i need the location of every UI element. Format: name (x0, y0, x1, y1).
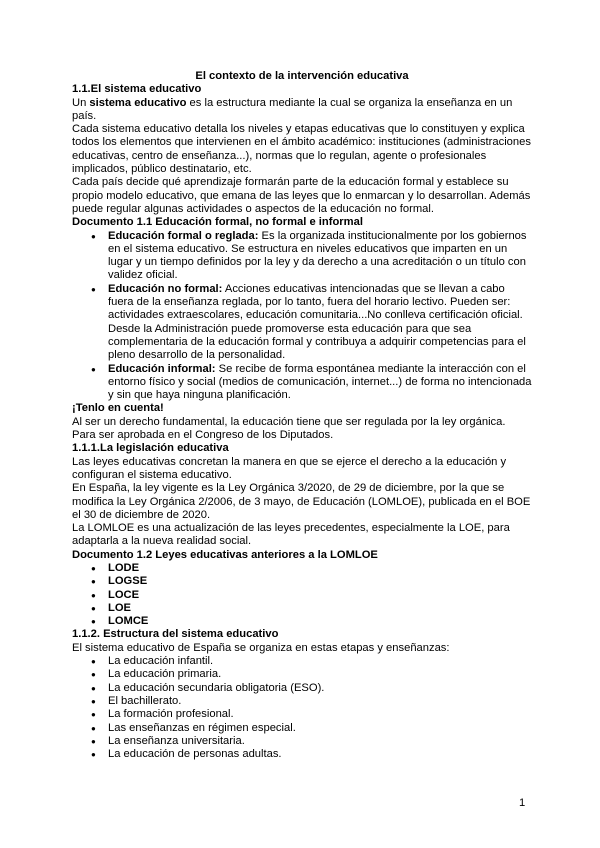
list-item (108, 363, 532, 403)
paragraph: En España, la ley vigente es la Ley Orgánica 3/2020, de 29 de diciembre, por la que se modifica la Ley Orgánica 2/2006, de 3 mayo, de Educación (LOMLOE), publicada en el BOE el 30 de diciembre de 2020. (72, 482, 531, 521)
list-item: ● La educación de personas adultas. (108, 748, 532, 761)
bold-term: Educación formal o reglada: (108, 229, 259, 242)
document-title: El contexto de la intervención educativa (195, 70, 409, 82)
section-heading-1-1-1: 1.1.1.La legislación educativa (72, 442, 229, 455)
stages-list (72, 655, 532, 761)
list-item: ● LOGSE (108, 575, 532, 588)
list-item: ● El bachillerato. (108, 695, 532, 708)
education-types-list (72, 230, 532, 403)
section-heading-1-1-2: 1.1.2. Estructura del sistema educativo (72, 628, 279, 641)
list-item: ● La educación infantil. (108, 655, 532, 668)
list-item: ● La formación profesional. (108, 708, 532, 721)
document-1-1-heading: Documento 1.1 Educación formal, no formal e informal (72, 216, 363, 229)
paragraph: Las leyes educativas concretan la manera en que se ejerce el derecho a la educación y configuran el sistema educativo. (72, 455, 507, 481)
note-text: Al ser un derecho fundamental, la educación tiene que ser regulada por la ley orgánica. Para ser aprobada en el Congreso de los Diputados. (72, 415, 506, 442)
document-1-2-heading: Documento 1.2 Leyes educativas anteriores a la LOMLOE (72, 548, 378, 561)
list-item: ● LODE (108, 562, 532, 575)
list-item: ● LOMCE (108, 615, 532, 628)
paragraph (72, 97, 532, 124)
paragraph: La LOMLOE es una actualización de las leyes precedentes, especialmente la LOE, para adaptarla a la nueva realidad social. (72, 522, 510, 548)
list-item: ● La educación secundaria obligatoria (ESO). (108, 682, 532, 695)
note-heading: ¡Tenlo en cuenta! (72, 402, 164, 415)
paragraph: El sistema educativo de España se organiza en estas etapas y enseñanzas: (72, 641, 450, 654)
bold-term: Educación no formal: (108, 282, 223, 295)
section-heading-1-1: 1.1.El sistema educativo (72, 83, 202, 96)
bold-term: sistema educativo (89, 96, 187, 109)
document-page (72, 70, 532, 761)
laws-list (72, 562, 532, 628)
list-item: ● La enseñanza universitaria. (108, 735, 532, 748)
text: es la estructura mediante la cual se organiza la enseñanza en un país. (72, 96, 513, 122)
paragraph: Cada país decide qué aprendizaje formarán parte de la educación formal y establece su propio modelo educativo, que emana de las leyes que lo enmarcan y lo desarrollan. Además puede regular algunas actividades o aspectos de la educación no formal. (72, 176, 531, 215)
text: Es la organizada institucionalmente por los gobiernos en el sistema educativo. Se estructura en niveles educativos que imparten en un lugar y un tiempo definidos por la ley y da derecho a una acreditación o un título con validez oficial. (108, 229, 527, 282)
paragraph: Cada sistema educativo detalla los niveles y etapas educativas que lo constituyen y explica todos los elementos que intervienen en el ámbito académico: instituciones (administraciones educativas, centro de enseñanza...), normas que lo regulan, agente o profesionales implicados, público destinatario, etc. (72, 123, 531, 176)
list-item: ● LOCE (108, 589, 532, 602)
list-item (108, 230, 532, 283)
list-item: ● La educación primaria. (108, 668, 532, 681)
text: Acciones educativas intencionadas que se llevan a cabo fuera de la enseñanza reglada, por lo tanto, fuera del horario lectivo. Pueden ser: actividades extraescolares, educación comunitaria...No conlleva certificación oficial. Desde la Administración puede promoverse esta educación para que sea complementaria de la educación formal y contribuya a adquirir competencias para el pleno desarrollo de la personalidad. (108, 282, 526, 362)
page-number: 1 (519, 797, 526, 809)
list-item: ● Las enseñanzas en régimen especial. (108, 722, 532, 735)
list-item (108, 283, 532, 363)
list-item: ● LOE (108, 602, 532, 615)
text: Un (72, 96, 90, 109)
bold-term: Educación informal: (108, 362, 216, 375)
text: Se recibe de forma espontánea mediante la interacción con el entorno físico y social (medios de comunicación, internet...) de forma no intencionada y sin que haya ninguna planificación. (108, 362, 532, 402)
